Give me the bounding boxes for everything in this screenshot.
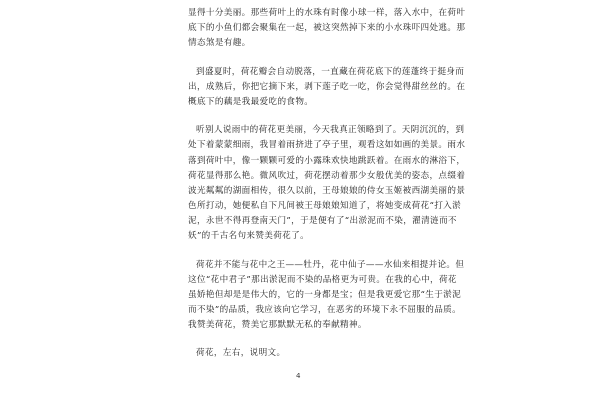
paragraph-line: 概底下的藕是我最爱吃的食物。 — [188, 96, 314, 107]
paragraph-line: 虽娇艳但却是是伟大的，它的一身都是宝；但是我更爱它那“生于淤泥 — [188, 290, 462, 300]
paragraph-line: 泥，永世不得再登南天门”，于是便有了“出淤泥而不染，濯清涟而不 — [188, 216, 457, 227]
paragraph-line: 这位“花中君子”那出淤泥而不染的品格更为可贵。在我的心中，荷花 — [188, 274, 457, 285]
paragraph-1 — [188, 6, 466, 52]
paragraph-2 — [188, 65, 466, 111]
document-body — [188, 6, 466, 361]
paragraph-line: 妖”的千古名句来赞美荷花了。 — [188, 231, 310, 242]
page-number: 4 — [296, 372, 301, 380]
paragraph-line: 而不染”的品质，我应该向它学习，在恶劣的环境下永不屈服的品质。 — [188, 305, 462, 316]
paragraph-line: 底下的小鱼们都会聚集在一起，被这突然掉下来的小水珠吓四处逃。那 — [188, 23, 466, 34]
paragraph-line: 听别人说雨中的荷花更美丽，今天我真正领略到了。天阴沉沉的，到 — [196, 125, 465, 136]
paragraph-line: 情态煞是有趣。 — [188, 38, 251, 49]
paragraph-4 — [188, 258, 465, 334]
paragraph-line: 到盛夏时，荷花瓣会自动脱落，一直藏在荷花底下的莲蓬终于挺身而 — [196, 66, 465, 77]
paragraph-line: 色所打动，她便私自下凡间被王母娘娘知道了，将她变成荷花“打入淤 — [188, 201, 462, 212]
paragraph-line: 显得十分美丽。那些荷叶上的水珠有时像小球一样，落入水中，在荷叶 — [188, 8, 466, 18]
paragraph-line: 荷花，左右，说明文。 — [196, 347, 286, 358]
paragraph-line: 落到荷叶中，像一颗颗可爱的小露珠欢快地跳跃着。在雨水的淋浴下， — [188, 155, 466, 166]
paragraph-3 — [188, 123, 466, 245]
paragraph-line: 波光粼粼的湖面相传，很久以前，王母娘娘的侍女玉姬被西湖美丽的景 — [188, 185, 466, 196]
paragraph-line: 出，成熟后，你把它摘下来，剥下莲子吃一吃，你会觉得甜丝丝的。在 — [188, 81, 466, 92]
paragraph-line: 处下着蒙蒙细雨，我冒着雨挤进了亭子里，观看这如如画的美景。雨水 — [188, 140, 466, 151]
paragraph-line: 荷花显得那么艳。微风吹过，荷花摆动着那少女般优美的姿态，点缀着 — [188, 170, 466, 181]
paragraph-line: 荷花并不能与花中之王——牡丹，花中仙子——水仙来相提并论。但 — [196, 259, 465, 270]
paragraph-5 — [188, 346, 420, 361]
paragraph-line: 我赞美荷花，赞美它那默默无私的奉献精神。 — [188, 320, 367, 331]
